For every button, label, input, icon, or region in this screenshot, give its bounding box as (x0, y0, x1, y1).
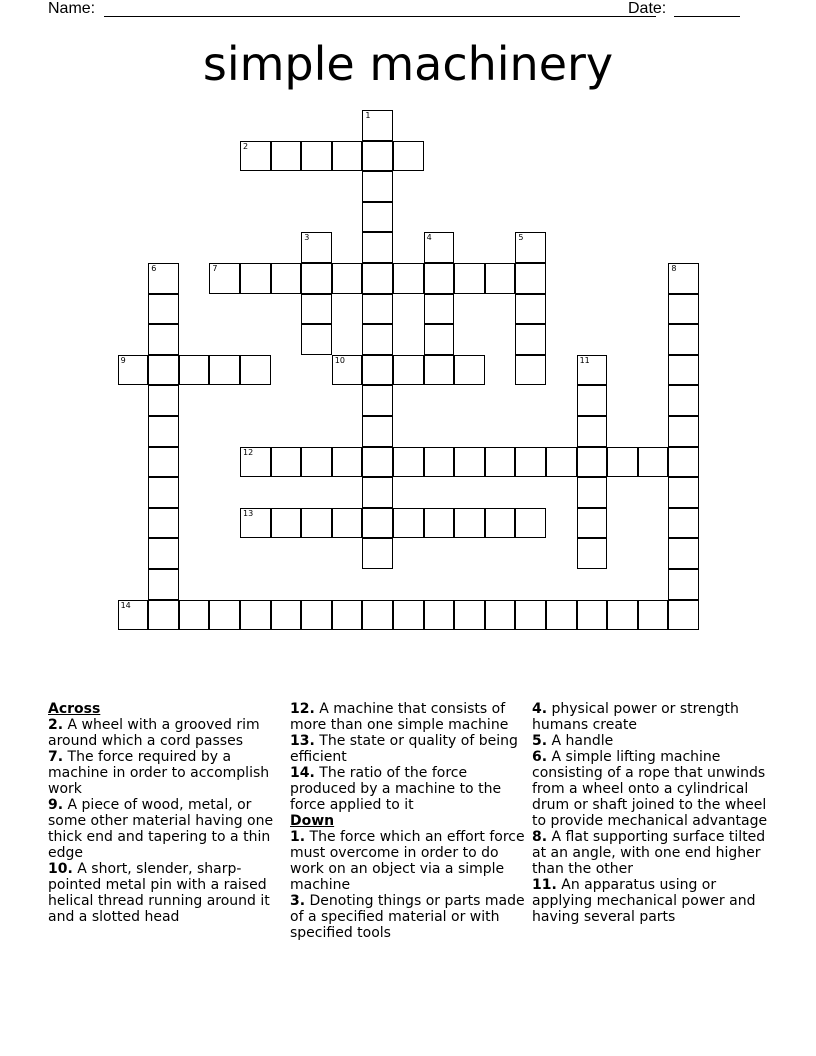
down-clue (532, 733, 770, 749)
crossword-cell[interactable] (271, 508, 302, 539)
crossword-cell[interactable] (485, 508, 516, 539)
crossword-cell[interactable] (148, 294, 179, 325)
across-clue (290, 765, 528, 813)
clue-number: 12. (290, 701, 315, 717)
crossword-cell[interactable] (271, 600, 302, 631)
crossword-cell[interactable] (668, 263, 699, 294)
crossword-cell[interactable] (393, 355, 424, 386)
crossword-cell[interactable] (148, 324, 179, 355)
clue-number: 2. (48, 717, 64, 733)
across-clue (290, 733, 528, 765)
crossword-cell[interactable] (362, 416, 393, 447)
cell-number: 7 (212, 264, 218, 273)
crossword-cell[interactable] (332, 447, 363, 478)
crossword-cell[interactable] (148, 569, 179, 600)
crossword-cell[interactable] (668, 477, 699, 508)
crossword-cell[interactable] (240, 263, 271, 294)
crossword-cell[interactable] (362, 141, 393, 172)
crossword-cell[interactable] (668, 294, 699, 325)
crossword-cell[interactable] (301, 232, 332, 263)
crossword-cell[interactable] (515, 294, 546, 325)
crossword-cell[interactable] (362, 385, 393, 416)
cell-number: 10 (334, 355, 345, 365)
crossword-cell[interactable] (362, 477, 393, 508)
crossword-cell[interactable] (424, 294, 455, 325)
clue-number: 5. (532, 733, 548, 749)
clue-text: The ratio of the force produced by a machine to the force applied to it (290, 765, 502, 813)
crossword-cell[interactable] (424, 324, 455, 355)
down-clue (532, 829, 770, 877)
clue-text: A simple lifting machine consisting of a rope that unwinds from a wheel onto a cylindrical drum or shaft joined to the wheel to provide mechanical advantage (532, 749, 768, 829)
clue-number: 9. (48, 797, 64, 813)
crossword-cell[interactable] (577, 600, 608, 631)
crossword-cell[interactable] (332, 600, 363, 631)
crossword-cell[interactable] (668, 569, 699, 600)
crossword-cell[interactable] (179, 600, 210, 631)
crossword-cell[interactable] (240, 355, 271, 386)
crossword-cell[interactable] (362, 263, 393, 294)
clue-number: 11. (532, 877, 557, 893)
crossword-cell[interactable] (607, 600, 638, 631)
crossword-cell[interactable] (362, 355, 393, 386)
crossword-cell[interactable] (118, 600, 149, 631)
crossword-cell[interactable] (148, 477, 179, 508)
crossword-cell[interactable] (362, 171, 393, 202)
cell-number: 9 (120, 355, 126, 365)
crossword-cell[interactable] (148, 447, 179, 478)
crossword-cell[interactable] (301, 294, 332, 325)
crossword-cell[interactable] (332, 508, 363, 539)
clue-text: A handle (551, 733, 614, 749)
cell-number: 13 (243, 508, 254, 518)
crossword-cell[interactable] (515, 508, 546, 539)
clue-text: The state or quality of being efficient (290, 733, 518, 765)
crossword-cell[interactable] (148, 416, 179, 447)
crossword-cell[interactable] (148, 355, 179, 386)
clue-text: A machine that consists of more than one simple machine (290, 701, 509, 733)
crossword-cell[interactable] (485, 600, 516, 631)
clue-number: 7. (48, 749, 64, 765)
clue-number: 3. (290, 893, 306, 909)
crossword-cell[interactable] (362, 600, 393, 631)
crossword-cell[interactable] (668, 355, 699, 386)
down-clue (532, 749, 770, 829)
crossword-cell[interactable] (454, 600, 485, 631)
crossword-cell[interactable] (362, 447, 393, 478)
across-clue (48, 861, 286, 925)
clue-number: 14. (290, 765, 315, 781)
crossword-cell[interactable] (301, 263, 332, 294)
clue-number: 10. (48, 861, 73, 877)
crossword-cell[interactable] (546, 447, 577, 478)
crossword-cell[interactable] (424, 508, 455, 539)
crossword-cell[interactable] (485, 447, 516, 478)
crossword-cell[interactable] (515, 355, 546, 386)
crossword-cell[interactable] (668, 324, 699, 355)
crossword-cell[interactable] (668, 600, 699, 631)
crossword-cell[interactable] (332, 355, 363, 386)
crossword-cell[interactable] (209, 600, 240, 631)
name-input-line[interactable] (104, 16, 656, 17)
clue-text: A short, slender, sharp-pointed metal pin with a raised helical thread running around it and a slotted head (48, 861, 270, 925)
crossword-cell[interactable] (668, 508, 699, 539)
clue-text: A piece of wood, metal, or some other material having one thick end and tapering to a thin edge (48, 797, 274, 861)
crossword-cell[interactable] (118, 355, 149, 386)
crossword-cell[interactable] (362, 232, 393, 263)
crossword-cell[interactable] (301, 447, 332, 478)
page-title: simple machinery (202, 37, 614, 91)
crossword-cell[interactable] (515, 447, 546, 478)
crossword-cell[interactable] (577, 508, 608, 539)
crossword-cell[interactable] (424, 600, 455, 631)
clue-text: The force required by a machine in order to accomplish work (48, 749, 270, 797)
clue-text: An apparatus using or applying mechanical power and having several parts (532, 877, 756, 925)
crossword-cell[interactable] (362, 202, 393, 233)
crossword-cell[interactable] (577, 538, 608, 569)
crossword-cell[interactable] (393, 141, 424, 172)
cell-number: 8 (671, 264, 677, 273)
date-label: Date: (628, 0, 667, 17)
crossword-cell[interactable] (577, 385, 608, 416)
clue-number: 4. (532, 701, 548, 717)
crossword-cell[interactable] (240, 600, 271, 631)
crossword-cell[interactable] (362, 538, 393, 569)
crossword-cell[interactable] (668, 538, 699, 569)
across-clue (48, 797, 286, 861)
crossword-cell[interactable] (209, 263, 240, 294)
crossword-cell[interactable] (515, 324, 546, 355)
clue-text: A wheel with a grooved rim around which a cord passes (48, 717, 260, 749)
name-label: Name: (48, 0, 96, 17)
crossword-cell[interactable] (148, 538, 179, 569)
clue-number: 13. (290, 733, 315, 749)
crossword-cell[interactable] (301, 324, 332, 355)
crossword-cell[interactable] (393, 447, 424, 478)
cell-number: 3 (304, 233, 310, 243)
crossword-cell[interactable] (240, 447, 271, 478)
across-heading: Across (48, 701, 101, 717)
crossword-cell[interactable] (362, 324, 393, 355)
crossword-cell[interactable] (271, 447, 302, 478)
crossword-cell[interactable] (332, 141, 363, 172)
down-heading: Down (290, 813, 335, 829)
clue-text: The force which an effort force must overcome in order to do work on an object via a simple machine (290, 829, 525, 893)
cell-number: 5 (518, 233, 524, 243)
crossword-cell[interactable] (362, 508, 393, 539)
crossword-cell[interactable] (301, 600, 332, 631)
down-clue (532, 701, 770, 733)
crossword-cell[interactable] (668, 385, 699, 416)
crossword-cell[interactable] (424, 355, 455, 386)
date-input-line[interactable] (674, 16, 740, 17)
crossword-cell[interactable] (485, 263, 516, 294)
clue-number: 8. (532, 829, 548, 845)
cell-number: 2 (243, 141, 249, 151)
crossword-cell[interactable] (148, 600, 179, 631)
crossword-cell[interactable] (209, 355, 240, 386)
crossword-cell[interactable] (393, 508, 424, 539)
clue-number: 6. (532, 749, 548, 765)
crossword-cell[interactable] (607, 447, 638, 478)
crossword-cell[interactable] (424, 232, 455, 263)
across-clue (48, 749, 286, 797)
crossword-cell[interactable] (393, 600, 424, 631)
clue-column-2 (290, 701, 528, 941)
crossword-cell[interactable] (515, 600, 546, 631)
down-clue (532, 877, 770, 925)
down-clue (290, 893, 528, 941)
across-clue (290, 701, 528, 733)
clue-column-1 (48, 701, 286, 925)
crossword-cell[interactable] (577, 416, 608, 447)
crossword-cell[interactable] (577, 447, 608, 478)
crossword-cell[interactable] (271, 141, 302, 172)
cell-number: 6 (151, 264, 157, 273)
crossword-cell[interactable] (454, 355, 485, 386)
down-clue (290, 829, 528, 893)
crossword-cell[interactable] (638, 600, 669, 631)
cell-number: 4 (426, 233, 432, 243)
crossword-cell[interactable] (668, 416, 699, 447)
crossword-cell[interactable] (301, 508, 332, 539)
crossword-cell[interactable] (301, 141, 332, 172)
clue-text: Denoting things or parts made of a specified material or with specified tools (290, 893, 525, 941)
cell-number: 11 (579, 355, 590, 365)
crossword-cell[interactable] (638, 447, 669, 478)
crossword-cell[interactable] (515, 232, 546, 263)
across-clue (48, 717, 286, 749)
crossword-cell[interactable] (362, 294, 393, 325)
crossword-cell[interactable] (515, 263, 546, 294)
cell-number: 1 (365, 111, 371, 120)
crossword-cell[interactable] (393, 263, 424, 294)
crossword-cell[interactable] (577, 355, 608, 386)
crossword-cell[interactable] (179, 355, 210, 386)
crossword-cell[interactable] (240, 508, 271, 539)
crossword-cell[interactable] (424, 447, 455, 478)
crossword-cell[interactable] (454, 508, 485, 539)
crossword-cell[interactable] (454, 447, 485, 478)
clue-column-3 (532, 701, 770, 925)
clue-number: 1. (290, 829, 306, 845)
clue-text: A flat supporting surface tilted at an angle, with one end higher than the other (532, 829, 766, 877)
crossword-cell[interactable] (148, 263, 179, 294)
worksheet-header (48, 0, 748, 22)
crossword-cell[interactable] (332, 263, 363, 294)
crossword-cell[interactable] (148, 508, 179, 539)
crossword-cell[interactable] (668, 447, 699, 478)
crossword-cell[interactable] (546, 600, 577, 631)
crossword-cell[interactable] (271, 263, 302, 294)
cell-number: 12 (243, 447, 254, 457)
crossword-cell[interactable] (362, 110, 393, 141)
cell-number: 14 (120, 600, 131, 610)
crossword-cell[interactable] (454, 263, 485, 294)
crossword-cell[interactable] (148, 385, 179, 416)
crossword-cell[interactable] (577, 477, 608, 508)
crossword-cell[interactable] (240, 141, 271, 172)
clue-text: physical power or strength humans create (532, 701, 739, 733)
crossword-cell[interactable] (424, 263, 455, 294)
